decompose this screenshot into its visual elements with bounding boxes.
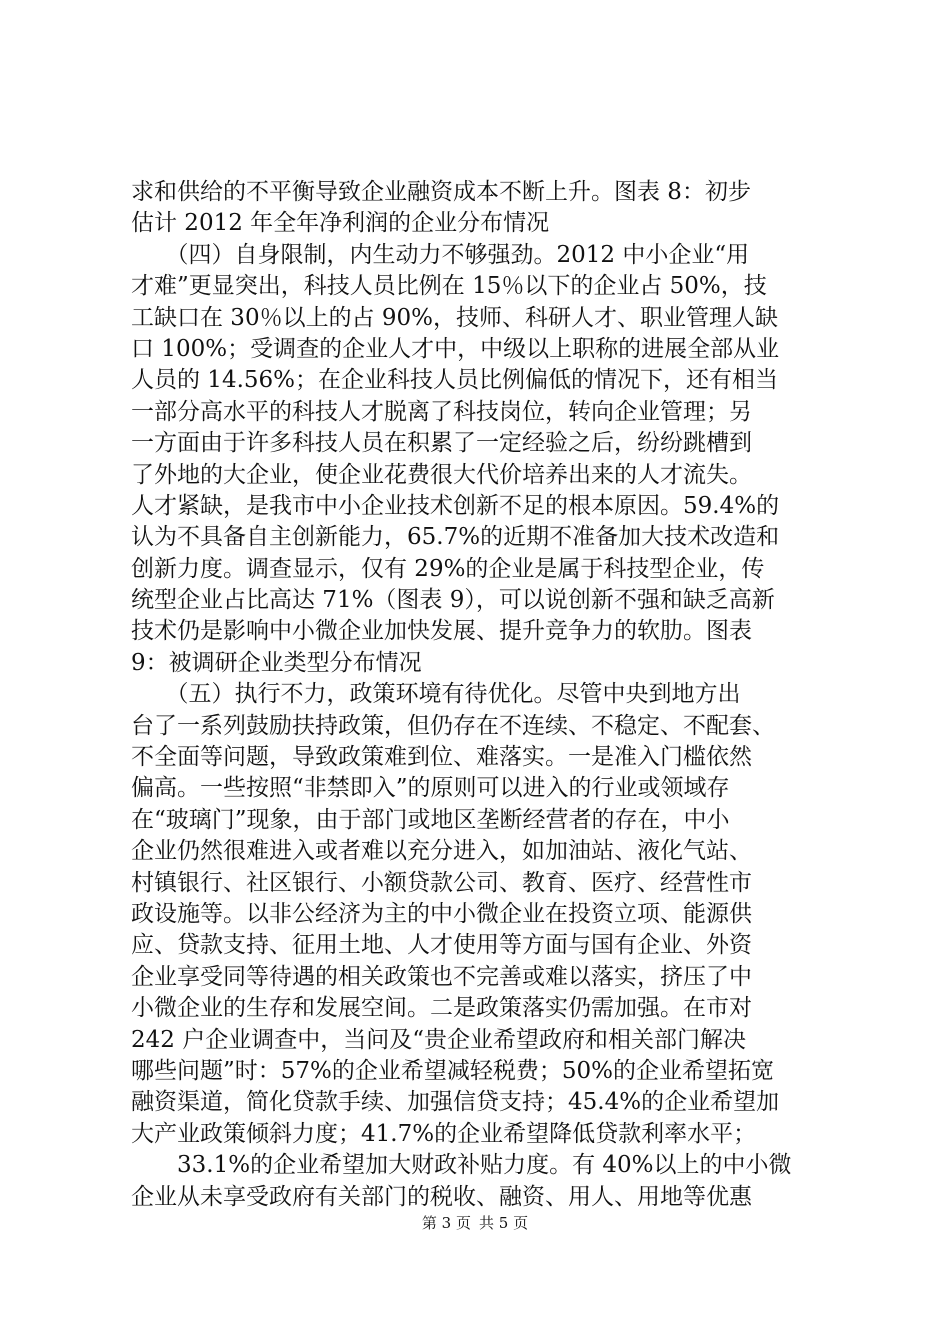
text-line: 统型企业占比高达 71%（图表 9），可以说创新不强和缺乏高新	[131, 587, 775, 614]
text-line: 应、贷款支持、征用土地、人才使用等方面与国有企业、外资	[131, 932, 752, 959]
text-line: 企业享受同等待遇的相关政策也不完善或难以落实，挤压了中	[131, 963, 752, 990]
text-line: 融资渠道，简化贷款手续、加强信贷支持；45.4%的企业希望加	[131, 1089, 780, 1116]
page-number: 第 3 页	[421, 1214, 471, 1232]
text-line: 口 100%；受调查的企业人才中，中级以上职称的进展全部从业	[131, 335, 780, 362]
page-footer	[0, 1213, 950, 1233]
text-line: 企业从未享受政府有关部门的税收、融资、用人、用地等优惠	[131, 1183, 752, 1210]
page-total: 共 5 页	[479, 1214, 529, 1232]
text-line: 村镇银行、社区银行、小额贷款公司、教育、医疗、经营性市	[131, 869, 752, 896]
text-line: 不全面等问题，导致政策难到位、难落实。一是准入门槛依然	[131, 744, 752, 771]
text-line: 人员的 14.56%；在企业科技人员比例偏低的情况下，还有相当	[131, 367, 779, 394]
text-line: 认为不具备自主创新能力，65.7%的近期不准备加大技术改造和	[131, 524, 780, 551]
text-line: 大产业政策倾斜力度；41.7%的企业希望降低贷款利率水平；	[131, 1120, 757, 1147]
text-line: 技术仍是影响中小微企业加快发展、提升竞争力的软肋。图表	[131, 618, 752, 645]
text-line: 一方面由于许多科技人员在积累了一定经验之后，纷纷跳槽到	[131, 430, 752, 457]
text-line: 哪些问题”时：57%的企业希望减轻税费；50%的企业希望拓宽	[131, 1057, 775, 1084]
text-line: 才难”更显突出，科技人员比例在 15％以下的企业占 50%，技	[131, 273, 767, 300]
text-line: 242 户企业调查中，当问及“贵企业希望政府和相关部门解决	[131, 1026, 746, 1053]
text-line: 在“玻璃门”现象，由于部门或地区垄断经营者的存在，中小	[131, 806, 730, 833]
text-line: 33.1%的企业希望加大财政补贴力度。有 40%以上的中小微	[131, 1152, 792, 1179]
text-line: 企业仍然很难进入或者难以充分进入，如加油站、液化气站、	[131, 838, 752, 865]
text-line: 政设施等。以非公经济为主的中小微企业在投资立项、能源供	[131, 900, 752, 927]
text-line: 台了一系列鼓励扶持政策，但仍存在不连续、不稳定、不配套、	[131, 712, 775, 739]
text-line: 偏高。一些按照“非禁即入”的原则可以进入的行业或领域存	[131, 775, 730, 802]
text-line: 了外地的大企业，使企业花费很大代价培养出来的人才流失。	[131, 461, 752, 488]
text-line: 9：被调研企业类型分布情况	[131, 649, 422, 676]
text-line: 人才紧缺，是我市中小企业技术创新不足的根本原因。59.4%的	[131, 492, 780, 519]
text-line: （五）执行不力，政策环境有待优化。尽管中央到地方出	[131, 681, 741, 708]
text-line: （四）自身限制，内生动力不够强劲。2012 中小企业“用	[131, 241, 750, 268]
text-line: 估计 2012 年全年净利润的企业分布情况	[131, 210, 550, 237]
text-line: 工缺口在 30％以上的占 90%，技师、科研人才、职业管理人缺	[131, 304, 779, 331]
text-line: 创新力度。调查显示，仅有 29%的企业是属于科技型企业，传	[131, 555, 765, 582]
text-line: 求和供给的不平衡导致企业融资成本不断上升。图表 8：初步	[131, 179, 751, 205]
text-line: 小微企业的生存和发展空间。二是政策落实仍需加强。在市对	[131, 995, 752, 1022]
body-text	[131, 177, 833, 1213]
text-line: 一部分高水平的科技人才脱离了科技岗位，转向企业管理；另	[131, 398, 752, 425]
